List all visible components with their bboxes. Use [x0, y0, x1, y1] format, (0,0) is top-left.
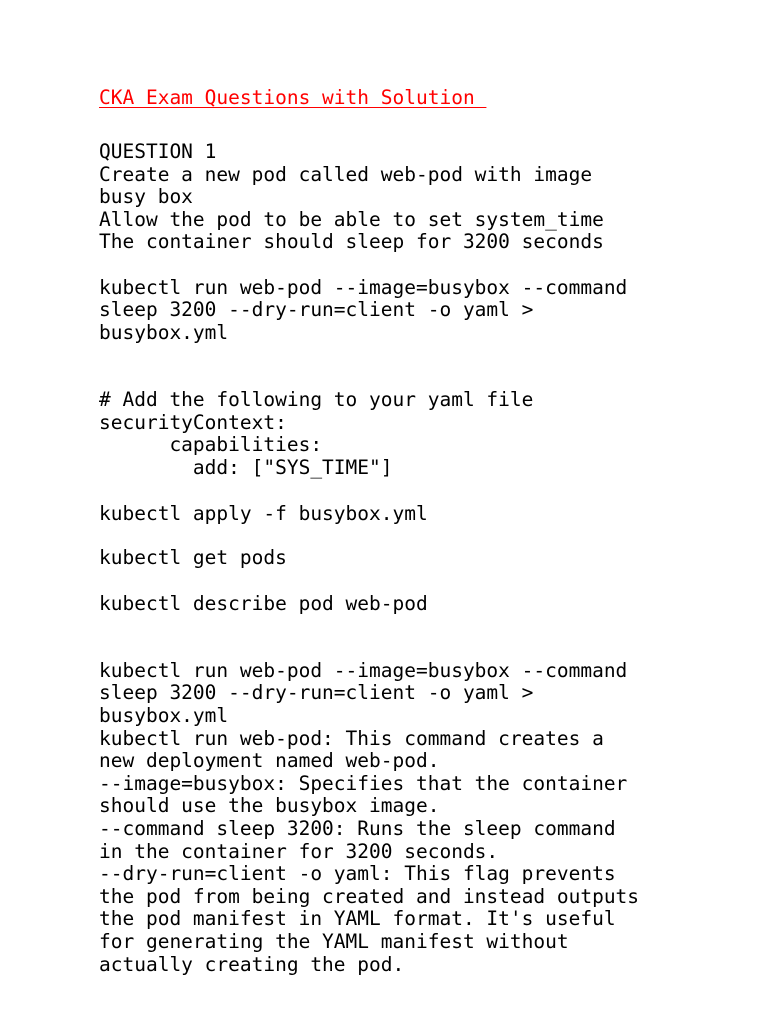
explanation-line: busybox.yml [99, 704, 229, 727]
explanation-line: the pod manifest in YAML format. It's useful [99, 907, 616, 930]
question-line: The container should sleep for 3200 seconds [99, 230, 604, 253]
explanation-line: in the container for 3200 seconds. [99, 840, 499, 863]
document-title: CKA Exam Questions with Solution [99, 86, 487, 109]
apply-command: kubectl apply -f busybox.yml [99, 502, 428, 525]
explanation-line: the pod from being created and instead outputs [99, 885, 640, 908]
explanation-line: for generating the YAML manifest without [99, 930, 569, 953]
explanation-line: --command sleep 3200: Runs the sleep command [99, 817, 616, 840]
get-pods-command: kubectl get pods [99, 546, 287, 569]
command-line: kubectl run web-pod --image=busybox --command [99, 276, 628, 299]
explanation-line: kubectl run web-pod: This command creates a [99, 727, 604, 750]
question-line: busy box [99, 185, 193, 208]
yaml-line: securityContext: [99, 411, 287, 434]
command-line: busybox.yml [99, 321, 229, 344]
describe-command: kubectl describe pod web-pod [99, 592, 428, 615]
question-line: Create a new pod called web-pod with image [99, 163, 593, 186]
explanation-line: sleep 3200 --dry-run=client -o yaml > [99, 681, 534, 704]
yaml-line: capabilities: [99, 433, 323, 456]
explanation-line: should use the busybox image. [99, 794, 440, 817]
question-line: Allow the pod to be able to set system_time [99, 208, 604, 231]
yaml-comment: # Add the following to your yaml file [99, 388, 534, 411]
explanation-line: --image=busybox: Specifies that the container [99, 772, 628, 795]
explanation-line: new deployment named web-pod. [99, 749, 440, 772]
command-line: sleep 3200 --dry-run=client -o yaml > [99, 298, 534, 321]
question-heading: QUESTION 1 [99, 140, 217, 163]
explanation-line: --dry-run=client -o yaml: This flag prevents [99, 862, 616, 885]
explanation-line: kubectl run web-pod --image=busybox --command [99, 659, 628, 682]
yaml-line: add: ["SYS_TIME"] [99, 456, 393, 479]
explanation-line: actually creating the pod. [99, 953, 405, 976]
